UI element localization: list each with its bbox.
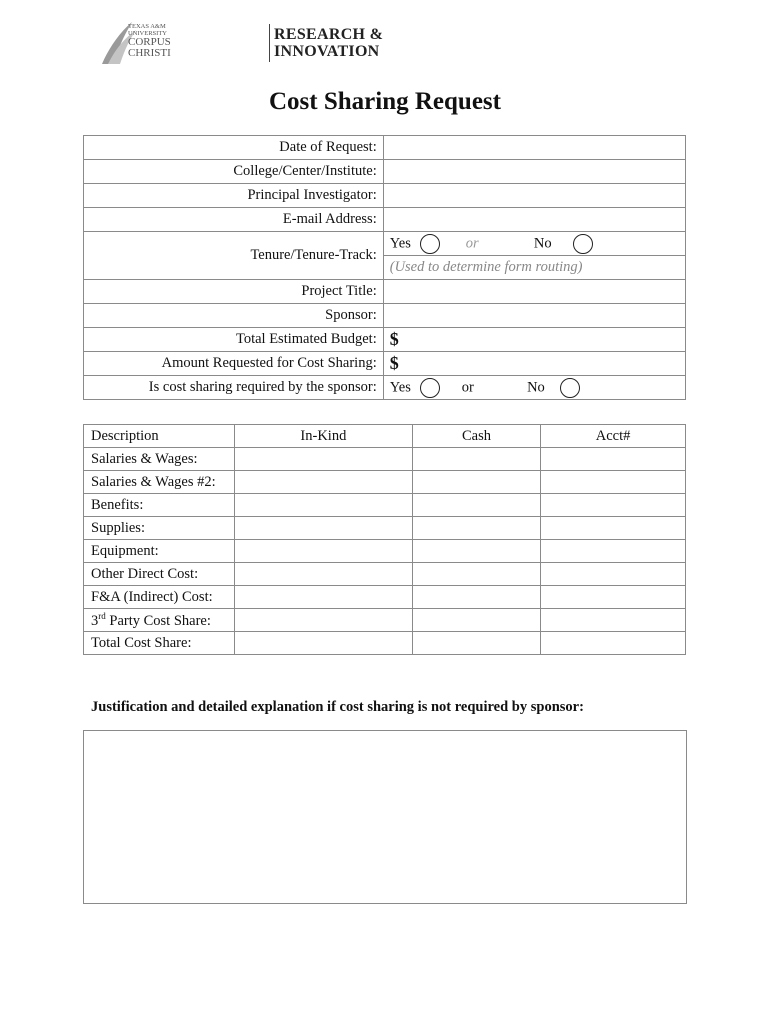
email-label: E-mail Address:	[84, 208, 384, 232]
pi-row	[84, 184, 686, 208]
amount-field[interactable]	[383, 352, 685, 376]
tenure-options	[383, 232, 685, 256]
email-field[interactable]	[383, 208, 685, 232]
acct-cell[interactable]	[541, 517, 686, 540]
budget-field[interactable]	[383, 328, 685, 352]
header-acct: Acct#	[541, 425, 686, 448]
table-row	[84, 494, 686, 517]
college-row	[84, 160, 686, 184]
row-label: Other Direct Cost:	[84, 563, 235, 586]
acct-cell[interactable]	[541, 586, 686, 609]
tenure-no-radio[interactable]	[573, 234, 593, 254]
acct-cell[interactable]	[541, 448, 686, 471]
table-row	[84, 471, 686, 494]
project-label: Project Title:	[84, 280, 384, 304]
header-in-kind: In-Kind	[235, 425, 413, 448]
required-yes-radio[interactable]	[420, 378, 440, 398]
sponsor-label: Sponsor:	[84, 304, 384, 328]
logo-main-line2: INNOVATION	[274, 43, 380, 60]
logo-line4: CHRISTI	[128, 47, 171, 59]
table-row	[84, 632, 686, 655]
in-kind-cell[interactable]	[235, 586, 413, 609]
cash-cell[interactable]	[412, 494, 540, 517]
acct-cell[interactable]	[541, 563, 686, 586]
pi-field[interactable]	[383, 184, 685, 208]
header-description: Description	[84, 425, 235, 448]
row-label: Salaries & Wages #2:	[84, 471, 235, 494]
budget-header-row	[84, 425, 686, 448]
budget-label: Total Estimated Budget:	[84, 328, 384, 352]
logo-main-line1: RESEARCH &	[274, 26, 384, 43]
in-kind-cell[interactable]	[235, 609, 413, 632]
acct-cell[interactable]	[541, 540, 686, 563]
required-no-label: No	[527, 378, 545, 395]
row-label: Benefits:	[84, 494, 235, 517]
budget-row	[84, 328, 686, 352]
acct-cell[interactable]	[541, 494, 686, 517]
sponsor-field[interactable]	[383, 304, 685, 328]
required-yes-label: Yes	[389, 378, 411, 395]
cash-cell[interactable]	[412, 540, 540, 563]
university-logo	[98, 20, 384, 66]
date-label: Date of Request:	[84, 136, 384, 160]
cost-share-table	[83, 424, 686, 655]
sponsor-row	[84, 304, 686, 328]
logo-main-text	[274, 26, 383, 60]
tenure-note: (Used to determine form routing)	[383, 256, 685, 280]
in-kind-cell[interactable]	[235, 494, 413, 517]
justification-textarea[interactable]	[83, 730, 687, 904]
acct-cell[interactable]	[541, 609, 686, 632]
acct-cell[interactable]	[541, 632, 686, 655]
tenure-or-label: or	[465, 234, 479, 251]
in-kind-cell[interactable]	[235, 563, 413, 586]
project-field[interactable]	[383, 280, 685, 304]
request-info-table	[83, 135, 686, 400]
row-label-third-party	[84, 609, 235, 632]
tenure-yes-radio[interactable]	[420, 234, 440, 254]
college-label: College/Center/Institute:	[84, 160, 384, 184]
row-label: Salaries & Wages:	[84, 448, 235, 471]
logo-line1: TEXAS A&M	[128, 23, 166, 30]
required-row	[84, 376, 686, 400]
college-field[interactable]	[383, 160, 685, 184]
logo-line2: UNIVERSITY	[128, 30, 167, 37]
justification-label: Justification and detailed explanation if cost sharing is not required by sponsor:	[91, 699, 584, 715]
table-row	[84, 540, 686, 563]
in-kind-cell[interactable]	[235, 471, 413, 494]
cash-cell[interactable]	[412, 563, 540, 586]
required-no-radio[interactable]	[560, 378, 580, 398]
table-row	[84, 563, 686, 586]
pi-label: Principal Investigator:	[84, 184, 384, 208]
required-or-label: or	[461, 378, 474, 395]
amount-row	[84, 352, 686, 376]
header-cash: Cash	[412, 425, 540, 448]
tenure-yes-label: Yes	[389, 234, 411, 251]
page-title: Cost Sharing Request	[269, 88, 501, 115]
row-label: F&A (Indirect) Cost:	[84, 586, 235, 609]
in-kind-cell[interactable]	[235, 632, 413, 655]
cash-cell[interactable]	[412, 448, 540, 471]
third-party-sup: rd	[98, 610, 106, 621]
table-row	[84, 586, 686, 609]
acct-cell[interactable]	[541, 471, 686, 494]
project-row	[84, 280, 686, 304]
in-kind-cell[interactable]	[235, 517, 413, 540]
cash-cell[interactable]	[412, 586, 540, 609]
tenure-row	[84, 232, 686, 256]
third-party-prefix: 3	[91, 612, 99, 629]
amount-label: Amount Requested for Cost Sharing:	[84, 352, 384, 376]
amount-dollar-sign: $	[389, 353, 399, 373]
required-options	[383, 376, 685, 400]
budget-dollar-sign: $	[389, 329, 399, 349]
date-row	[84, 136, 686, 160]
row-label: Equipment:	[84, 540, 235, 563]
logo-university-text	[128, 23, 172, 59]
in-kind-cell[interactable]	[235, 540, 413, 563]
row-label: Total Cost Share:	[84, 632, 235, 655]
tenure-label: Tenure/Tenure-Track:	[84, 232, 384, 280]
table-row	[84, 517, 686, 540]
cash-cell[interactable]	[412, 609, 540, 632]
logo-divider	[269, 24, 270, 62]
third-party-suffix: Party Cost Share:	[105, 612, 211, 629]
required-label: Is cost sharing required by the sponsor:	[84, 376, 384, 400]
email-row	[84, 208, 686, 232]
date-field[interactable]	[383, 136, 685, 160]
table-row	[84, 448, 686, 471]
cash-cell[interactable]	[412, 471, 540, 494]
in-kind-cell[interactable]	[235, 448, 413, 471]
tenure-no-label: No	[533, 234, 552, 251]
table-row	[84, 609, 686, 632]
row-label: Supplies:	[84, 517, 235, 540]
cash-cell[interactable]	[412, 517, 540, 540]
cash-cell[interactable]	[412, 632, 540, 655]
logo-line3: CORPUS	[128, 36, 171, 48]
